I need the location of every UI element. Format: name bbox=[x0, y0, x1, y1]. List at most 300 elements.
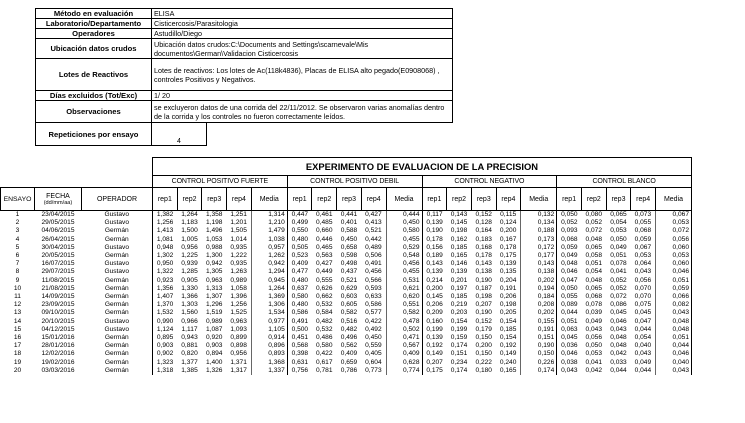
column-header-operador[interactable]: OPERADOR bbox=[82, 188, 153, 211]
media-cell-positivo-debil[interactable]: 0,450 bbox=[386, 219, 422, 227]
rep-cell-negativo[interactable]: 0,145 bbox=[450, 219, 468, 227]
rep-cell-positivo-debil[interactable]: 0,555 bbox=[316, 276, 333, 284]
rep-cell-negativo[interactable]: 0,178 bbox=[422, 236, 447, 244]
rep-cell-blanco[interactable]: 0,078 bbox=[610, 260, 627, 268]
media-cell-positivo-debil[interactable]: 0,621 bbox=[386, 285, 422, 293]
rep-cell-positivo-debil[interactable]: 0,442 bbox=[365, 235, 382, 243]
ensayo-cell[interactable]: 4 bbox=[15, 235, 20, 243]
rep-cell-blanco[interactable]: 0,040 bbox=[634, 342, 652, 350]
column-header-positivo-debil-rep3[interactable]: rep3 bbox=[337, 188, 362, 211]
ensayo-cell[interactable]: 19 bbox=[13, 358, 22, 366]
rep-cell-positivo-fuerte[interactable]: 0,939 bbox=[181, 260, 198, 268]
rep-cell-blanco[interactable]: 0,047 bbox=[634, 317, 652, 325]
rep-cell-positivo-fuerte[interactable]: 0,935 bbox=[230, 243, 247, 251]
ensayo-cell[interactable]: 18 bbox=[13, 350, 22, 358]
rep-cell-negativo[interactable]: 0,143 bbox=[422, 260, 447, 268]
rep-cell-positivo-fuerte[interactable]: 0,881 bbox=[181, 342, 198, 350]
rep-cell-negativo[interactable]: 0,128 bbox=[475, 219, 492, 227]
rep-cell-positivo-debil[interactable]: 0,617 bbox=[316, 358, 333, 366]
rep-cell-positivo-debil[interactable]: 0,498 bbox=[340, 260, 358, 268]
rep-cell-negativo[interactable]: 0,206 bbox=[499, 293, 517, 301]
rep-cell-positivo-debil[interactable]: 0,580 bbox=[287, 293, 312, 301]
rep-cell-negativo[interactable]: 0,198 bbox=[475, 293, 492, 301]
media-cell-negativo[interactable]: 0,134 bbox=[521, 219, 557, 227]
media-cell-positivo-debil[interactable]: 0,628 bbox=[386, 359, 422, 367]
rep-cell-positivo-debil[interactable]: 0,413 bbox=[365, 219, 382, 227]
rep-cell-positivo-fuerte[interactable]: 0,963 bbox=[230, 317, 247, 325]
media-cell-negativo[interactable]: 0,188 bbox=[521, 227, 557, 235]
rep-cell-positivo-debil[interactable]: 0,446 bbox=[316, 235, 333, 243]
rep-cell-negativo[interactable]: 0,139 bbox=[422, 334, 447, 342]
media-cell-negativo[interactable]: 0,226 bbox=[521, 359, 557, 367]
rep-cell-positivo-debil[interactable]: 0,409 bbox=[340, 350, 358, 358]
media-cell-negativo[interactable]: 0,190 bbox=[521, 342, 557, 350]
media-cell-negativo[interactable]: 0,172 bbox=[521, 244, 557, 252]
info-value[interactable]: Cisticercosis/Parasitologia bbox=[152, 19, 453, 29]
rep-cell-blanco[interactable]: 0,033 bbox=[610, 358, 627, 366]
rep-cell-positivo-debil[interactable]: 0,521 bbox=[365, 227, 382, 235]
rep-cell-blanco[interactable]: 0,050 bbox=[557, 285, 582, 293]
rep-cell-positivo-fuerte[interactable]: 0,923 bbox=[153, 277, 178, 285]
rep-cell-negativo[interactable]: 0,222 bbox=[475, 358, 492, 366]
operador-cell[interactable]: Germán bbox=[104, 276, 129, 284]
operador-cell[interactable]: Gustavo bbox=[104, 211, 130, 218]
ensayo-cell[interactable]: 2 bbox=[15, 219, 20, 227]
rep-cell-blanco[interactable]: 0,048 bbox=[585, 235, 603, 243]
rep-cell-negativo[interactable]: 0,190 bbox=[475, 309, 492, 317]
rep-cell-blanco[interactable]: 0,089 bbox=[557, 301, 582, 309]
info-value[interactable]: 4 bbox=[152, 123, 207, 146]
ensayo-cell[interactable]: 9 bbox=[15, 276, 20, 284]
rep-cell-blanco[interactable]: 0,055 bbox=[634, 219, 652, 227]
ensayo-cell[interactable]: 20 bbox=[13, 366, 22, 374]
media-cell-positivo-fuerte[interactable]: 1,105 bbox=[251, 326, 287, 334]
operador-cell[interactable]: Gustavo bbox=[104, 219, 130, 227]
media-cell-blanco[interactable]: 0,046 bbox=[656, 268, 692, 276]
operador-cell[interactable]: Gustavo bbox=[104, 325, 130, 333]
rep-cell-negativo[interactable]: 0,201 bbox=[450, 276, 468, 284]
rep-cell-positivo-fuerte[interactable]: 0,942 bbox=[205, 260, 223, 268]
rep-cell-positivo-debil[interactable]: 0,563 bbox=[316, 252, 333, 260]
column-header-fecha[interactable] bbox=[35, 188, 82, 211]
media-cell-negativo[interactable]: 0,132 bbox=[521, 211, 557, 220]
rep-cell-blanco[interactable]: 0,039 bbox=[585, 309, 603, 317]
ensayo-cell[interactable]: 17 bbox=[13, 342, 22, 350]
rep-cell-positivo-debil[interactable]: 0,577 bbox=[365, 309, 382, 317]
media-cell-positivo-fuerte[interactable]: 1,262 bbox=[251, 252, 287, 260]
rep-cell-blanco[interactable]: 0,065 bbox=[585, 284, 603, 292]
rep-cell-positivo-debil[interactable]: 0,659 bbox=[340, 358, 358, 366]
rep-cell-positivo-fuerte[interactable]: 0,988 bbox=[205, 243, 223, 251]
rep-cell-blanco[interactable]: 0,052 bbox=[585, 219, 603, 227]
rep-cell-negativo[interactable]: 0,192 bbox=[499, 342, 517, 350]
rep-cell-positivo-debil[interactable]: 0,461 bbox=[316, 211, 333, 218]
ensayo-cell[interactable]: 5 bbox=[15, 243, 20, 251]
column-header-negativo-rep4[interactable]: rep4 bbox=[496, 188, 521, 211]
rep-cell-blanco[interactable]: 0,042 bbox=[585, 366, 603, 374]
ensayo-cell[interactable]: 1 bbox=[15, 211, 20, 218]
media-cell-blanco[interactable]: 0,048 bbox=[656, 326, 692, 334]
rep-cell-positivo-fuerte[interactable]: 1,500 bbox=[181, 227, 198, 235]
rep-cell-blanco[interactable]: 0,070 bbox=[634, 293, 652, 301]
rep-cell-positivo-fuerte[interactable]: 1,330 bbox=[181, 284, 198, 292]
column-header-positivo-debil-media[interactable]: Media bbox=[386, 188, 422, 211]
rep-cell-positivo-debil[interactable]: 0,521 bbox=[340, 276, 358, 284]
rep-cell-positivo-debil[interactable]: 0,580 bbox=[316, 342, 333, 350]
media-cell-negativo[interactable]: 0,143 bbox=[521, 260, 557, 268]
fecha-cell[interactable]: 29/07/2015 bbox=[41, 268, 75, 276]
rep-cell-positivo-fuerte[interactable]: 1,285 bbox=[181, 268, 198, 276]
rep-cell-positivo-fuerte[interactable]: 1,313 bbox=[205, 284, 223, 292]
ensayo-cell[interactable]: 11 bbox=[14, 293, 21, 301]
rep-cell-blanco[interactable]: 0,072 bbox=[610, 293, 627, 301]
rep-cell-negativo[interactable]: 0,152 bbox=[475, 317, 492, 325]
rep-cell-blanco[interactable]: 0,048 bbox=[610, 342, 627, 350]
rep-cell-positivo-debil[interactable]: 0,781 bbox=[316, 366, 333, 374]
rep-cell-negativo[interactable]: 0,117 bbox=[422, 211, 447, 220]
operador-cell[interactable]: Germán bbox=[104, 252, 129, 260]
media-cell-blanco[interactable]: 0,044 bbox=[656, 342, 692, 350]
rep-cell-positivo-debil[interactable]: 0,586 bbox=[365, 301, 382, 309]
rep-cell-positivo-fuerte[interactable]: 1,302 bbox=[153, 252, 178, 260]
rep-cell-positivo-fuerte[interactable]: 1,256 bbox=[230, 301, 247, 309]
rep-cell-blanco[interactable]: 0,093 bbox=[557, 227, 582, 235]
rep-cell-positivo-fuerte[interactable]: 0,989 bbox=[230, 276, 247, 284]
media-cell-negativo[interactable]: 0,150 bbox=[521, 350, 557, 358]
rep-cell-negativo[interactable]: 0,187 bbox=[475, 284, 492, 292]
media-cell-positivo-fuerte[interactable]: 1,479 bbox=[251, 227, 287, 235]
column-header-blanco-rep3[interactable]: rep3 bbox=[606, 188, 631, 211]
column-header-positivo-fuerte-media[interactable]: Media bbox=[251, 188, 287, 211]
rep-cell-positivo-fuerte[interactable]: 1,318 bbox=[153, 367, 178, 375]
rep-cell-positivo-fuerte[interactable]: 1,385 bbox=[181, 366, 198, 374]
rep-cell-positivo-fuerte[interactable]: 0,943 bbox=[181, 334, 198, 342]
rep-cell-negativo[interactable]: 0,143 bbox=[450, 211, 468, 218]
media-cell-negativo[interactable]: 0,202 bbox=[521, 309, 557, 317]
media-cell-positivo-debil[interactable]: 0,444 bbox=[386, 211, 422, 220]
column-header-positivo-debil-rep2[interactable]: rep2 bbox=[312, 188, 337, 211]
info-value[interactable]: Lotes de reactivos: Los lotes de Ac(118k4836), Placas de ELISA alto pegado(E0908068) , controles Positivos y Negativos. bbox=[152, 59, 453, 91]
rep-cell-negativo[interactable]: 0,199 bbox=[422, 326, 447, 334]
column-header-blanco-rep4[interactable]: rep4 bbox=[631, 188, 656, 211]
fecha-cell[interactable]: 21/08/2015 bbox=[41, 284, 75, 292]
rep-cell-blanco[interactable]: 0,053 bbox=[585, 350, 603, 358]
operador-cell[interactable]: Germán bbox=[104, 342, 129, 350]
operador-cell[interactable]: Gustavo bbox=[104, 317, 130, 325]
rep-cell-negativo[interactable]: 0,190 bbox=[422, 227, 447, 235]
ensayo-cell[interactable]: 10 bbox=[13, 284, 22, 292]
rep-cell-positivo-debil[interactable]: 0,422 bbox=[365, 317, 382, 325]
rep-cell-positivo-debil[interactable]: 0,500 bbox=[287, 326, 312, 334]
rep-cell-blanco[interactable]: 0,043 bbox=[634, 350, 652, 358]
rep-cell-positivo-debil[interactable]: 0,409 bbox=[287, 260, 312, 268]
rep-cell-blanco[interactable]: 0,047 bbox=[557, 277, 582, 285]
rep-cell-positivo-debil[interactable]: 0,637 bbox=[287, 285, 312, 293]
media-cell-positivo-fuerte[interactable]: 1,337 bbox=[251, 367, 287, 375]
rep-cell-negativo[interactable]: 0,156 bbox=[422, 244, 447, 252]
media-cell-blanco[interactable]: 0,060 bbox=[656, 260, 692, 268]
media-cell-negativo[interactable]: 0,174 bbox=[521, 367, 557, 375]
rep-cell-positivo-debil[interactable]: 0,786 bbox=[340, 366, 358, 374]
rep-cell-positivo-debil[interactable]: 0,550 bbox=[287, 227, 312, 235]
rep-cell-positivo-debil[interactable]: 0,568 bbox=[287, 342, 312, 350]
media-cell-positivo-fuerte[interactable]: 1,534 bbox=[251, 309, 287, 317]
media-cell-positivo-debil[interactable]: 0,471 bbox=[386, 334, 422, 342]
rep-cell-positivo-fuerte[interactable]: 0,820 bbox=[181, 350, 198, 358]
ensayo-cell[interactable]: 8 bbox=[15, 268, 20, 276]
ensayo-cell[interactable]: 16 bbox=[13, 334, 22, 342]
rep-cell-negativo[interactable]: 0,174 bbox=[450, 366, 468, 374]
media-cell-negativo[interactable]: 0,138 bbox=[521, 268, 557, 276]
rep-cell-positivo-debil[interactable]: 0,603 bbox=[340, 293, 358, 301]
media-cell-blanco[interactable]: 0,060 bbox=[656, 244, 692, 252]
media-cell-positivo-fuerte[interactable]: 1,314 bbox=[251, 211, 287, 220]
media-cell-negativo[interactable]: 0,151 bbox=[521, 334, 557, 342]
rep-cell-positivo-fuerte[interactable]: 0,899 bbox=[230, 334, 247, 342]
ensayo-cell[interactable]: 15 bbox=[13, 325, 22, 333]
media-cell-positivo-fuerte[interactable]: 1,210 bbox=[251, 219, 287, 227]
media-cell-positivo-fuerte[interactable]: 0,896 bbox=[251, 342, 287, 350]
rep-cell-blanco[interactable]: 0,046 bbox=[557, 350, 582, 358]
rep-cell-positivo-debil[interactable]: 0,756 bbox=[287, 367, 312, 375]
media-cell-blanco[interactable]: 0,053 bbox=[656, 219, 692, 227]
rep-cell-positivo-debil[interactable]: 0,559 bbox=[365, 342, 382, 350]
rep-cell-negativo[interactable]: 0,154 bbox=[450, 317, 468, 325]
rep-cell-positivo-debil[interactable]: 0,477 bbox=[287, 268, 312, 276]
rep-cell-positivo-fuerte[interactable]: 0,935 bbox=[230, 260, 247, 268]
rep-cell-positivo-debil[interactable]: 0,562 bbox=[340, 342, 358, 350]
rep-cell-negativo[interactable]: 0,179 bbox=[475, 325, 492, 333]
ensayo-cell[interactable]: 13 bbox=[13, 309, 22, 317]
rep-cell-blanco[interactable]: 0,078 bbox=[585, 301, 603, 309]
rep-cell-negativo[interactable]: 0,150 bbox=[475, 334, 492, 342]
operador-cell[interactable]: Germán bbox=[104, 235, 129, 243]
fecha-cell[interactable]: 20/05/2015 bbox=[41, 252, 75, 260]
operador-cell[interactable]: Germán bbox=[104, 293, 129, 301]
rep-cell-positivo-fuerte[interactable]: 1,053 bbox=[205, 235, 223, 243]
rep-cell-blanco[interactable]: 0,059 bbox=[634, 235, 652, 243]
rep-cell-blanco[interactable]: 0,058 bbox=[585, 252, 603, 260]
rep-cell-negativo[interactable]: 0,185 bbox=[450, 243, 468, 251]
column-header-blanco-rep1[interactable]: rep1 bbox=[557, 188, 582, 211]
rep-cell-positivo-fuerte[interactable]: 1,058 bbox=[230, 284, 247, 292]
info-value[interactable]: Ubicación datos crudos:C:\Documents and Settings\scarnevale\Mis documentos\German\Validacion Cisticercosis bbox=[152, 39, 453, 59]
media-cell-blanco[interactable]: 0,056 bbox=[656, 236, 692, 244]
fecha-cell[interactable]: 04/06/2015 bbox=[41, 227, 75, 235]
rep-cell-positivo-debil[interactable]: 0,465 bbox=[316, 243, 333, 251]
rep-cell-positivo-fuerte[interactable]: 1,370 bbox=[153, 301, 178, 309]
media-cell-positivo-debil[interactable]: 0,456 bbox=[386, 260, 422, 268]
rep-cell-negativo[interactable]: 0,198 bbox=[450, 227, 468, 235]
rep-cell-positivo-fuerte[interactable]: 1,251 bbox=[230, 211, 247, 218]
fecha-cell[interactable]: 28/01/2016 bbox=[41, 342, 75, 350]
media-cell-blanco[interactable]: 0,048 bbox=[656, 318, 692, 326]
rep-cell-blanco[interactable]: 0,065 bbox=[585, 243, 603, 251]
media-cell-blanco[interactable]: 0,043 bbox=[656, 367, 692, 375]
column-header-positivo-fuerte-rep1[interactable]: rep1 bbox=[153, 188, 178, 211]
operador-cell[interactable]: Germán bbox=[104, 301, 129, 309]
ensayo-cell[interactable]: 14 bbox=[13, 317, 22, 325]
fecha-cell[interactable]: 30/04/2015 bbox=[41, 243, 75, 251]
operador-cell[interactable]: Germán bbox=[104, 358, 129, 366]
info-value[interactable]: Astudillo/Diego bbox=[152, 29, 453, 39]
rep-cell-positivo-debil[interactable]: 0,631 bbox=[287, 359, 312, 367]
rep-cell-positivo-fuerte[interactable]: 1,326 bbox=[205, 366, 223, 374]
media-cell-positivo-fuerte[interactable]: 1,038 bbox=[251, 236, 287, 244]
fecha-cell[interactable]: 29/05/2015 bbox=[41, 219, 75, 227]
ensayo-cell[interactable]: 3 bbox=[15, 227, 20, 235]
rep-cell-positivo-fuerte[interactable]: 1,519 bbox=[205, 309, 223, 317]
media-cell-blanco[interactable]: 0,066 bbox=[656, 293, 692, 301]
rep-cell-positivo-fuerte[interactable]: 0,905 bbox=[181, 276, 198, 284]
column-header-negativo-rep2[interactable]: rep2 bbox=[447, 188, 472, 211]
media-cell-blanco[interactable]: 0,072 bbox=[656, 227, 692, 235]
rep-cell-positivo-fuerte[interactable]: 0,948 bbox=[153, 244, 178, 252]
media-cell-positivo-debil[interactable]: 0,548 bbox=[386, 252, 422, 260]
rep-cell-negativo[interactable]: 0,234 bbox=[450, 358, 468, 366]
rep-cell-positivo-fuerte[interactable]: 1,322 bbox=[153, 268, 178, 276]
media-cell-positivo-fuerte[interactable]: 0,914 bbox=[251, 334, 287, 342]
rep-cell-blanco[interactable]: 0,038 bbox=[557, 359, 582, 367]
rep-cell-blanco[interactable]: 0,049 bbox=[634, 358, 652, 366]
media-cell-negativo[interactable]: 0,194 bbox=[521, 285, 557, 293]
rep-cell-positivo-fuerte[interactable]: 1,087 bbox=[205, 325, 223, 333]
rep-cell-blanco[interactable]: 0,068 bbox=[634, 227, 652, 235]
rep-cell-blanco[interactable]: 0,054 bbox=[585, 268, 603, 276]
rep-cell-negativo[interactable]: 0,154 bbox=[499, 334, 517, 342]
column-header-positivo-fuerte-rep3[interactable]: rep3 bbox=[202, 188, 227, 211]
rep-cell-positivo-debil[interactable]: 0,451 bbox=[287, 334, 312, 342]
rep-cell-positivo-fuerte[interactable]: 1,201 bbox=[230, 219, 247, 227]
rep-cell-negativo[interactable]: 0,199 bbox=[450, 325, 468, 333]
rep-cell-positivo-debil[interactable]: 0,480 bbox=[287, 277, 312, 285]
rep-cell-blanco[interactable]: 0,051 bbox=[585, 260, 603, 268]
rep-cell-negativo[interactable]: 0,124 bbox=[499, 219, 517, 227]
rep-cell-positivo-debil[interactable]: 0,447 bbox=[287, 211, 312, 220]
rep-cell-positivo-debil[interactable]: 0,489 bbox=[365, 243, 382, 251]
fecha-cell[interactable]: 03/03/2016 bbox=[41, 366, 75, 374]
rep-cell-positivo-debil[interactable]: 0,604 bbox=[365, 358, 382, 366]
rep-cell-blanco[interactable]: 0,072 bbox=[585, 227, 603, 235]
rep-cell-positivo-fuerte[interactable]: 1,382 bbox=[153, 211, 178, 220]
rep-cell-negativo[interactable]: 0,160 bbox=[422, 318, 447, 326]
rep-cell-positivo-fuerte[interactable]: 1,093 bbox=[230, 325, 247, 333]
rep-cell-positivo-fuerte[interactable]: 1,358 bbox=[205, 211, 223, 218]
rep-cell-blanco[interactable]: 0,049 bbox=[557, 252, 582, 260]
rep-cell-blanco[interactable]: 0,046 bbox=[557, 268, 582, 276]
rep-cell-positivo-fuerte[interactable]: 1,317 bbox=[230, 366, 247, 374]
rep-cell-positivo-debil[interactable]: 0,491 bbox=[365, 260, 382, 268]
rep-cell-positivo-debil[interactable]: 0,492 bbox=[365, 325, 382, 333]
rep-cell-negativo[interactable]: 0,115 bbox=[500, 211, 517, 218]
rep-cell-negativo[interactable]: 0,203 bbox=[450, 309, 468, 317]
rep-cell-negativo[interactable]: 0,191 bbox=[499, 284, 517, 292]
rep-cell-blanco[interactable]: 0,044 bbox=[634, 366, 652, 374]
media-cell-positivo-debil[interactable]: 0,551 bbox=[386, 301, 422, 309]
media-cell-blanco[interactable]: 0,046 bbox=[656, 350, 692, 358]
info-value[interactable]: ELISA bbox=[152, 9, 453, 19]
media-cell-blanco[interactable]: 0,053 bbox=[656, 252, 692, 260]
fecha-cell[interactable]: 15/01/2016 bbox=[41, 334, 75, 342]
rep-cell-blanco[interactable]: 0,080 bbox=[585, 211, 603, 218]
rep-cell-positivo-fuerte[interactable]: 1,296 bbox=[205, 301, 223, 309]
rep-cell-positivo-fuerte[interactable]: 1,356 bbox=[153, 285, 178, 293]
rep-cell-positivo-fuerte[interactable]: 0,903 bbox=[205, 342, 223, 350]
rep-cell-positivo-debil[interactable]: 0,566 bbox=[365, 276, 382, 284]
rep-cell-positivo-fuerte[interactable]: 0,894 bbox=[205, 350, 223, 358]
rep-cell-positivo-debil[interactable]: 0,398 bbox=[287, 350, 312, 358]
rep-cell-positivo-debil[interactable]: 0,532 bbox=[316, 301, 333, 309]
rep-cell-positivo-debil[interactable]: 0,662 bbox=[316, 293, 333, 301]
fecha-cell[interactable]: 14/09/2015 bbox=[41, 293, 75, 301]
rep-cell-positivo-debil[interactable]: 0,427 bbox=[316, 260, 333, 268]
rep-cell-positivo-fuerte[interactable]: 0,902 bbox=[153, 350, 178, 358]
rep-cell-blanco[interactable]: 0,044 bbox=[610, 366, 627, 374]
rep-cell-negativo[interactable]: 0,151 bbox=[450, 350, 468, 358]
rep-cell-blanco[interactable]: 0,050 bbox=[585, 342, 603, 350]
fecha-cell[interactable]: 23/04/2015 bbox=[41, 211, 75, 218]
rep-cell-negativo[interactable]: 0,180 bbox=[475, 366, 492, 374]
media-cell-positivo-fuerte[interactable]: 0,945 bbox=[251, 277, 287, 285]
rep-cell-positivo-fuerte[interactable]: 1,400 bbox=[205, 358, 223, 366]
rep-cell-negativo[interactable]: 0,152 bbox=[475, 211, 492, 218]
media-cell-negativo[interactable]: 0,191 bbox=[521, 326, 557, 334]
media-cell-positivo-fuerte[interactable]: 1,306 bbox=[251, 301, 287, 309]
media-cell-positivo-fuerte[interactable]: 1,294 bbox=[251, 268, 287, 276]
media-cell-blanco[interactable]: 0,059 bbox=[656, 285, 692, 293]
rep-cell-positivo-fuerte[interactable]: 1,323 bbox=[153, 359, 178, 367]
rep-cell-positivo-debil[interactable]: 0,506 bbox=[365, 252, 382, 260]
operador-cell[interactable]: Germán bbox=[104, 284, 129, 292]
rep-cell-positivo-fuerte[interactable]: 1,303 bbox=[181, 301, 198, 309]
rep-cell-blanco[interactable]: 0,054 bbox=[610, 219, 627, 227]
rep-cell-negativo[interactable]: 0,200 bbox=[499, 227, 517, 235]
media-cell-positivo-fuerte[interactable]: 1,264 bbox=[251, 285, 287, 293]
media-cell-positivo-fuerte[interactable]: 0,942 bbox=[251, 260, 287, 268]
rep-cell-blanco[interactable]: 0,048 bbox=[610, 334, 627, 342]
ensayo-cell[interactable]: 7 bbox=[15, 260, 20, 268]
media-cell-positivo-fuerte[interactable]: 0,957 bbox=[251, 244, 287, 252]
rep-cell-blanco[interactable]: 0,050 bbox=[610, 235, 627, 243]
rep-cell-positivo-debil[interactable]: 0,626 bbox=[316, 284, 333, 292]
rep-cell-positivo-debil[interactable]: 0,401 bbox=[340, 219, 358, 227]
rep-cell-negativo[interactable]: 0,185 bbox=[450, 293, 468, 301]
column-header-positivo-fuerte-rep2[interactable]: rep2 bbox=[177, 188, 202, 211]
media-cell-negativo[interactable]: 0,202 bbox=[521, 277, 557, 285]
rep-cell-blanco[interactable]: 0,046 bbox=[610, 317, 627, 325]
fecha-cell[interactable]: 19/02/2016 bbox=[41, 358, 75, 366]
rep-cell-negativo[interactable]: 0,204 bbox=[499, 276, 517, 284]
rep-cell-blanco[interactable]: 0,043 bbox=[557, 367, 582, 375]
rep-cell-positivo-debil[interactable]: 0,499 bbox=[287, 219, 312, 227]
media-cell-blanco[interactable]: 0,043 bbox=[656, 309, 692, 317]
rep-cell-blanco[interactable]: 0,036 bbox=[557, 342, 582, 350]
rep-cell-blanco[interactable]: 0,049 bbox=[585, 317, 603, 325]
rep-cell-negativo[interactable]: 0,135 bbox=[499, 268, 517, 276]
media-cell-positivo-fuerte[interactable]: 1,369 bbox=[251, 293, 287, 301]
rep-cell-positivo-fuerte[interactable]: 0,903 bbox=[153, 342, 178, 350]
media-cell-negativo[interactable]: 0,173 bbox=[521, 236, 557, 244]
rep-cell-negativo[interactable]: 0,198 bbox=[499, 301, 517, 309]
rep-cell-positivo-debil[interactable]: 0,456 bbox=[365, 268, 382, 276]
rep-cell-negativo[interactable]: 0,190 bbox=[475, 276, 492, 284]
operador-cell[interactable]: Gustavo bbox=[104, 260, 130, 268]
rep-cell-positivo-fuerte[interactable]: 0,963 bbox=[205, 276, 223, 284]
rep-cell-negativo[interactable]: 0,183 bbox=[475, 235, 492, 243]
rep-cell-negativo[interactable]: 0,145 bbox=[422, 293, 447, 301]
rep-cell-blanco[interactable]: 0,068 bbox=[557, 236, 582, 244]
rep-cell-positivo-debil[interactable]: 0,496 bbox=[340, 334, 358, 342]
